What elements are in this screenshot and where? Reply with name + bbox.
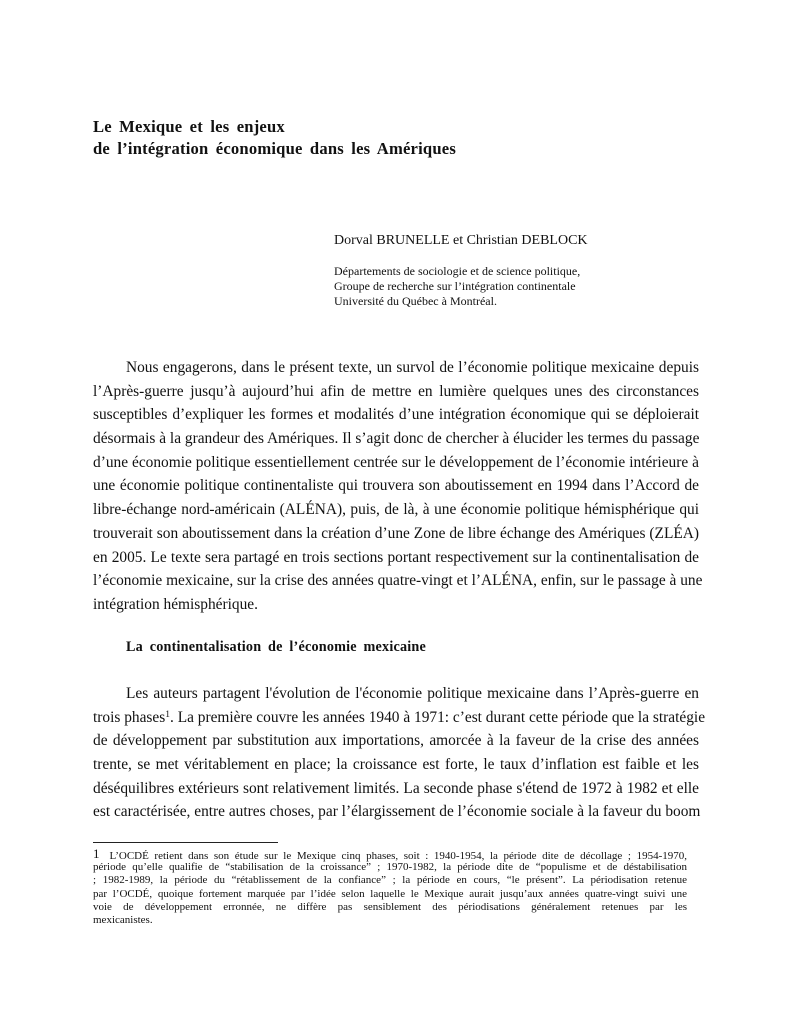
- section-heading: La continentalisation de l’économie mexicaine: [126, 639, 426, 655]
- text-run: L’OCDÉ retient dans son étude sur le Mexique cinq phases, soit : 1940-1954, la période dite de décollage ; 1954-1970,: [109, 850, 687, 862]
- footnote-reference[interactable]: 1: [165, 709, 170, 720]
- paragraph-line: libre-échange nord-américain (ALÉNA), puis, de là, à une économie politique hémisphérique qui: [93, 501, 699, 519]
- affiliation-line: Université du Québec à Montréal.: [334, 294, 497, 308]
- paragraph-line: intégration hémisphérique.: [93, 595, 258, 613]
- affiliation-line: Départements de sociologie et de science politique,: [334, 264, 581, 278]
- footnote-line: [93, 848, 687, 861]
- paragraph-line: déséquilibres extérieurs sont relativement limités. La seconde phase s'étend de 1972 à 1982 et elle: [93, 779, 699, 797]
- footnote-line: par l’OCDÉ, quoique fortement marquée par l’idée selon laquelle le Mexique aurait jusqu’aux années quatre-vingt suivi une: [93, 887, 687, 900]
- paragraph-line: de développement par substitution aux importations, amorcée à la faveur de la crise des années: [93, 732, 699, 750]
- paragraph-line: en 2005. Le texte sera partagé en trois sections portant respectivement sur la continentalisation de: [93, 548, 699, 566]
- paragraph-line: une économie politique continentaliste qui trouvera son aboutissement en 1994 dans l’Accord de: [93, 477, 699, 495]
- paragraph-line: Nous engagerons, dans le présent texte, un survol de l’économie politique mexicaine depuis: [126, 359, 699, 376]
- footnote-line: voie de développement erronnée, ne diffère pas sensiblement des périodisations généralement retenues par les: [93, 900, 687, 913]
- paragraph-line: désormais à la grandeur des Amériques. Il s’agit donc de chercher à élucider les termes du passage: [93, 430, 700, 448]
- paragraph-line: d’une économie politique essentiellement centrée sur le développement de l’économie intérieure à: [93, 453, 699, 471]
- paragraph-line: l’économie mexicaine, sur la crise des années quatre-vingt et l’ALÉNA, enfin, sur le passage à une: [93, 572, 703, 590]
- footnote-line: période qu’elle qualifie de “stabilisation de la croissance” ; 1970-1982, la période dite de “populisme et de déstabilisation: [93, 861, 687, 874]
- author-names: Dorval BRUNELLE et Christian DEBLOCK: [334, 233, 588, 248]
- section-paragraph: [93, 682, 706, 824]
- footnote-marker: 1: [93, 846, 100, 861]
- title-line-2: de l’intégration économique dans les Amériques: [93, 139, 456, 158]
- paragraph-line: Les auteurs partagent l'évolution de l'économie politique mexicaine dans l’Après-guerre en: [126, 685, 699, 702]
- footnote-separator: [93, 842, 278, 843]
- paragraph-line: susceptibles d’expliquer les formes et modalités d’une intégration économique qui se déploierait: [93, 406, 699, 424]
- footnote: [93, 848, 687, 927]
- article-title: [93, 116, 653, 160]
- text-run: trois phases: [93, 708, 166, 726]
- paragraph-line: est caractérisée, entre autres choses, par l’élargissement de l’économie sociale à la faveur du boom: [93, 803, 701, 821]
- paragraph-line: trente, se met véritablement en place; la croissance est forte, le taux d’inflation est faible et les: [93, 756, 699, 774]
- paragraph-line: trouverait son aboutissement dans la création d’une Zone de libre échange des Amériques (ZLÉA): [93, 524, 699, 542]
- footnote-line: ; 1982-1989, la période du “rétablissement de la confiance” ; la période en cours, “le présent”. La périodisation retenue: [93, 874, 687, 887]
- footnote-line: mexicanistes.: [93, 913, 153, 926]
- intro-paragraph: [93, 356, 703, 617]
- text-run: . La première couvre les années 1940 à 1971: c’est durant cette période que la stratégie: [170, 708, 706, 726]
- paragraph-line: l’Après-guerre jusqu’à aujourd’hui afin de mettre en lumière quelques unes des circonstances: [93, 382, 699, 400]
- paragraph-line: [93, 706, 706, 730]
- affiliation-line: Groupe de recherche sur l’intégration continentale: [334, 279, 576, 293]
- author-affiliation: [334, 264, 634, 309]
- title-line-1: Le Mexique et les enjeux: [93, 117, 285, 136]
